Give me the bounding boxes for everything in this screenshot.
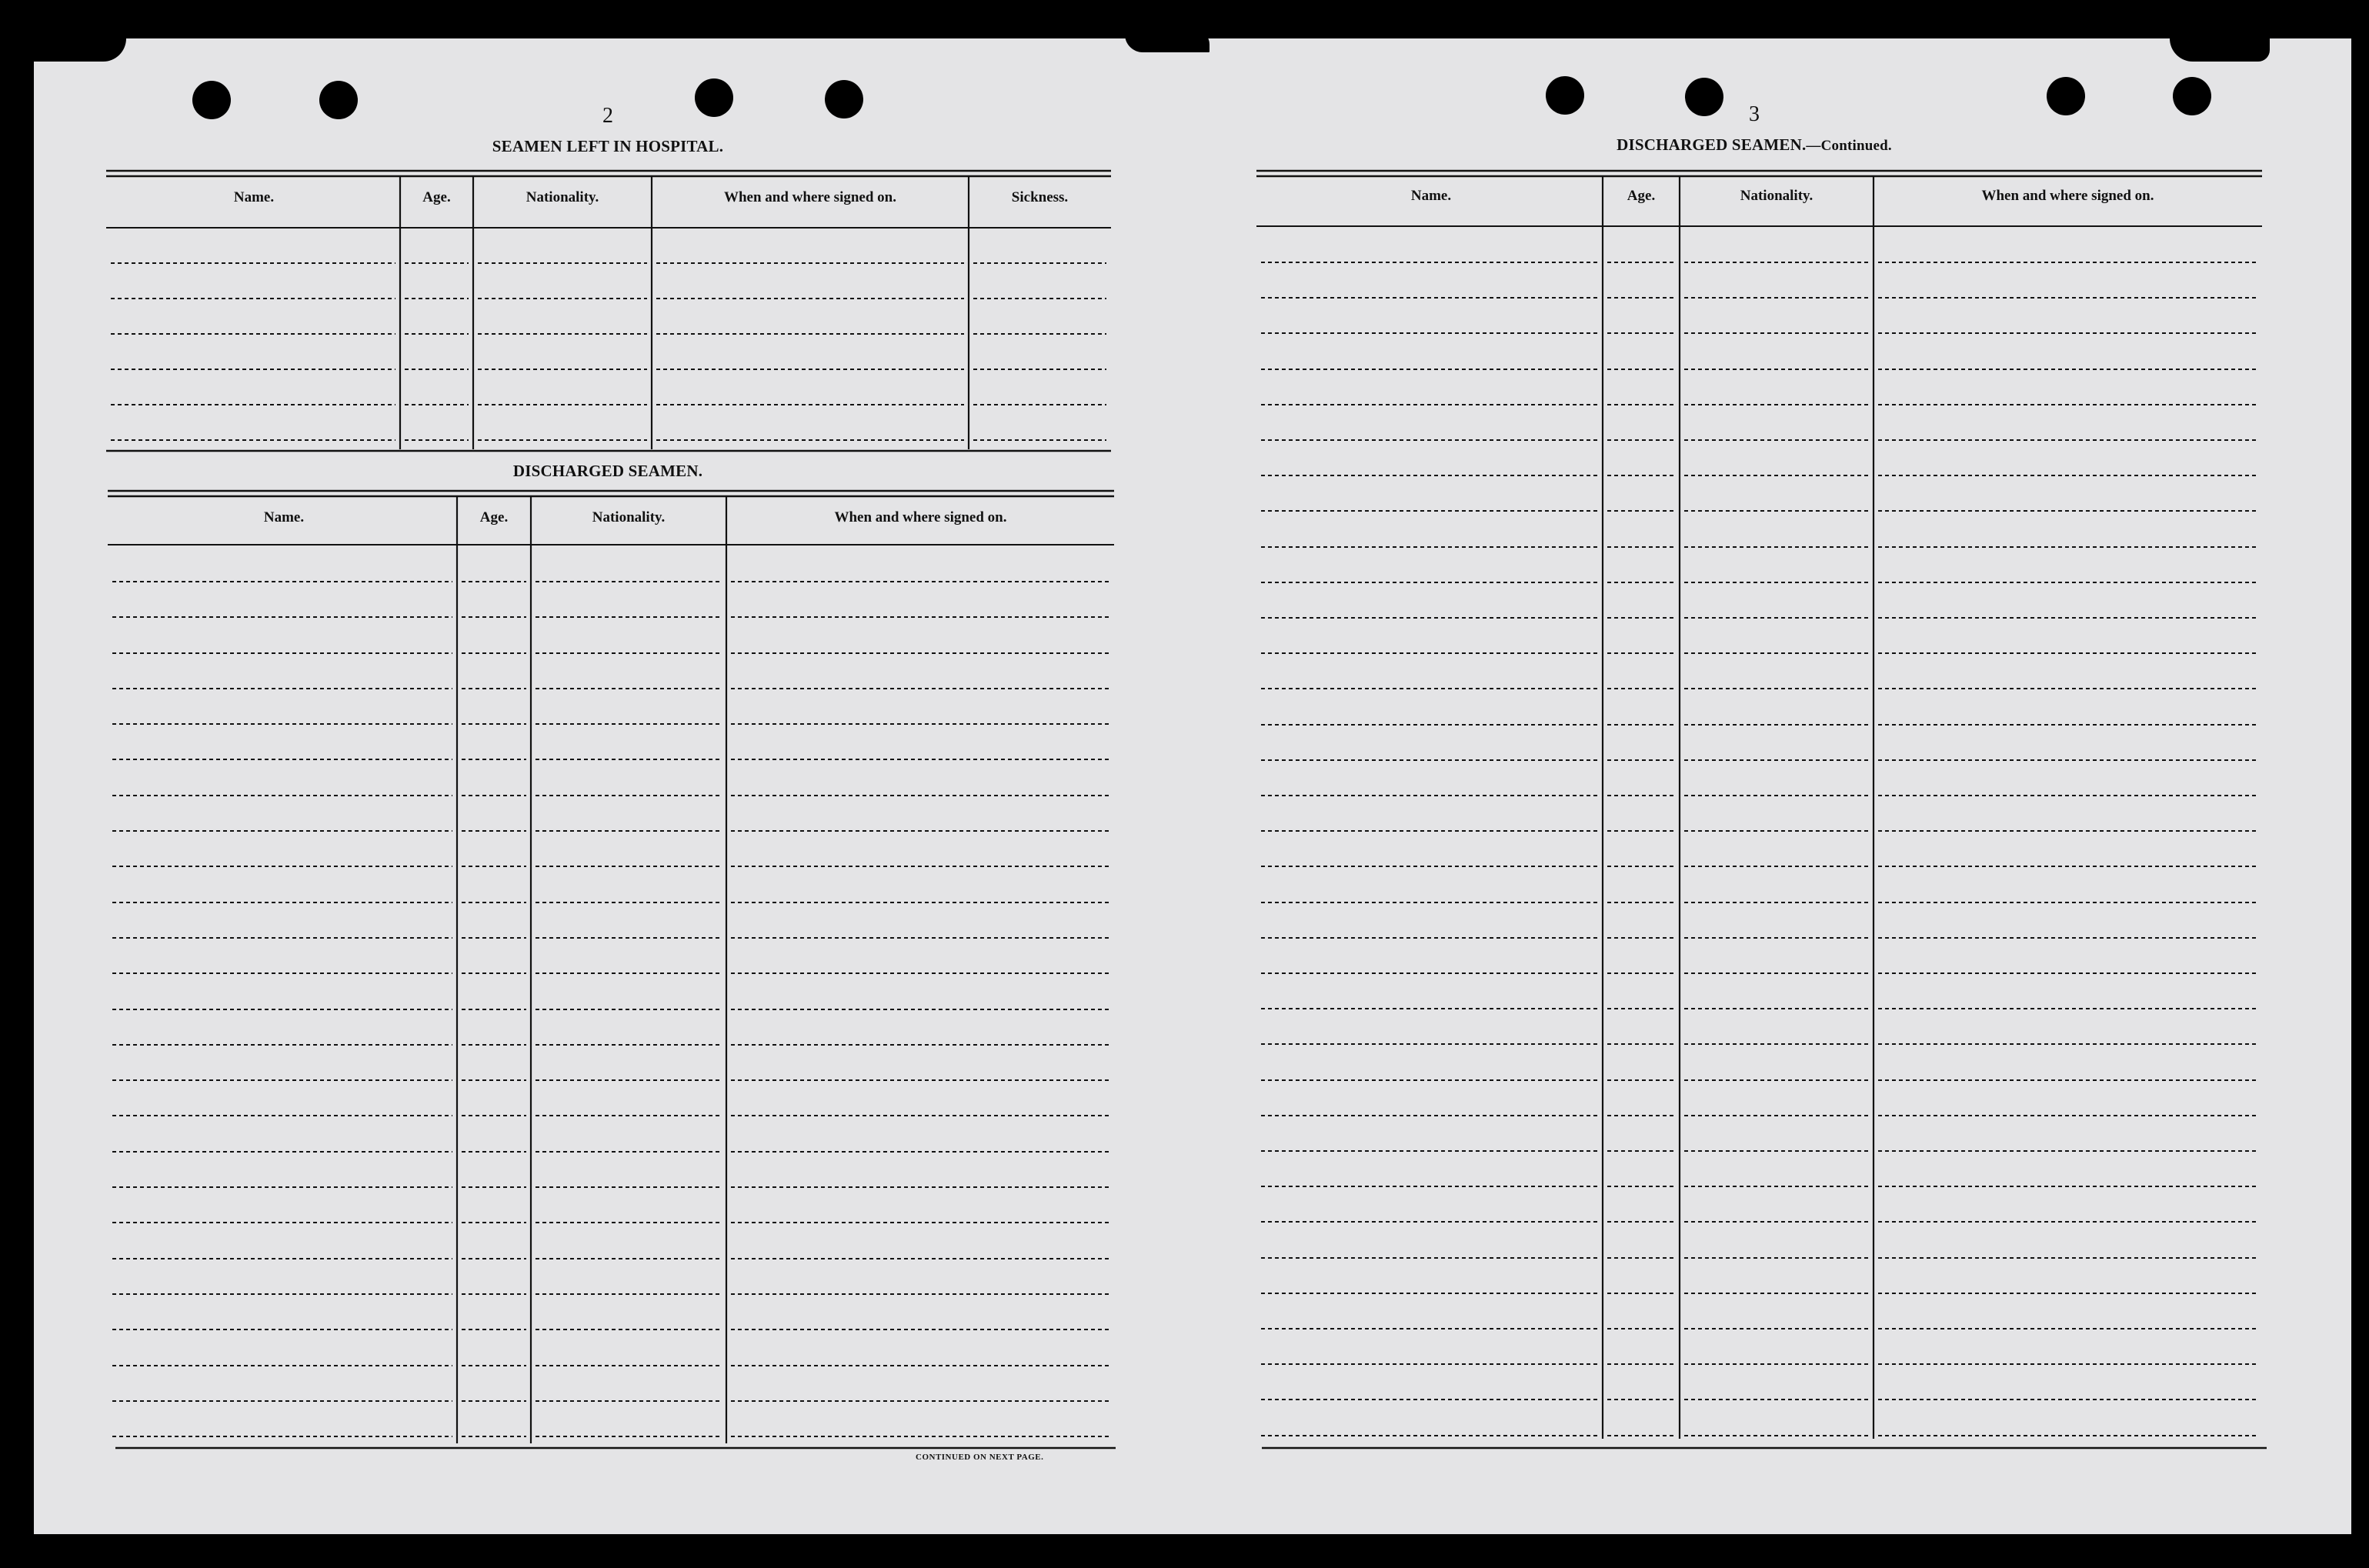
discharged-col-age-left: Age. xyxy=(479,509,509,525)
discharged-col-age-right: Age. xyxy=(1627,188,1656,204)
page-number-right: 3 xyxy=(1749,102,1760,126)
discharged-col-signed-on-right: When and where signed on. xyxy=(1981,188,2154,204)
discharged-col-nationality-right: Nationality. xyxy=(1740,188,1813,204)
hospital-col-name: Name. xyxy=(233,189,275,205)
discharged-section-title-left: DISCHARGED SEAMEN. xyxy=(512,462,703,480)
discharged-col-name-left: Name. xyxy=(263,509,305,525)
page-number-left: 2 xyxy=(602,104,613,128)
hospital-col-nationality: Nationality. xyxy=(526,189,599,205)
hospital-col-signed-on: When and where signed on. xyxy=(723,189,896,205)
hospital-section-title: SEAMEN LEFT IN HOSPITAL. xyxy=(492,137,724,155)
hospital-col-age: Age. xyxy=(422,189,451,205)
discharged-title-main: DISCHARGED SEAMEN. xyxy=(1617,135,1807,154)
discharged-col-nationality-left: Nationality. xyxy=(592,509,666,525)
hospital-col-sickness: Sickness. xyxy=(1011,189,1069,205)
discharged-title-continued: —Continued. xyxy=(1806,138,1892,154)
discharged-col-signed-on-left: When and where signed on. xyxy=(834,509,1007,525)
discharged-col-name-right: Name. xyxy=(1410,188,1452,204)
continued-footer: CONTINUED ON NEXT PAGE. xyxy=(916,1453,1044,1462)
